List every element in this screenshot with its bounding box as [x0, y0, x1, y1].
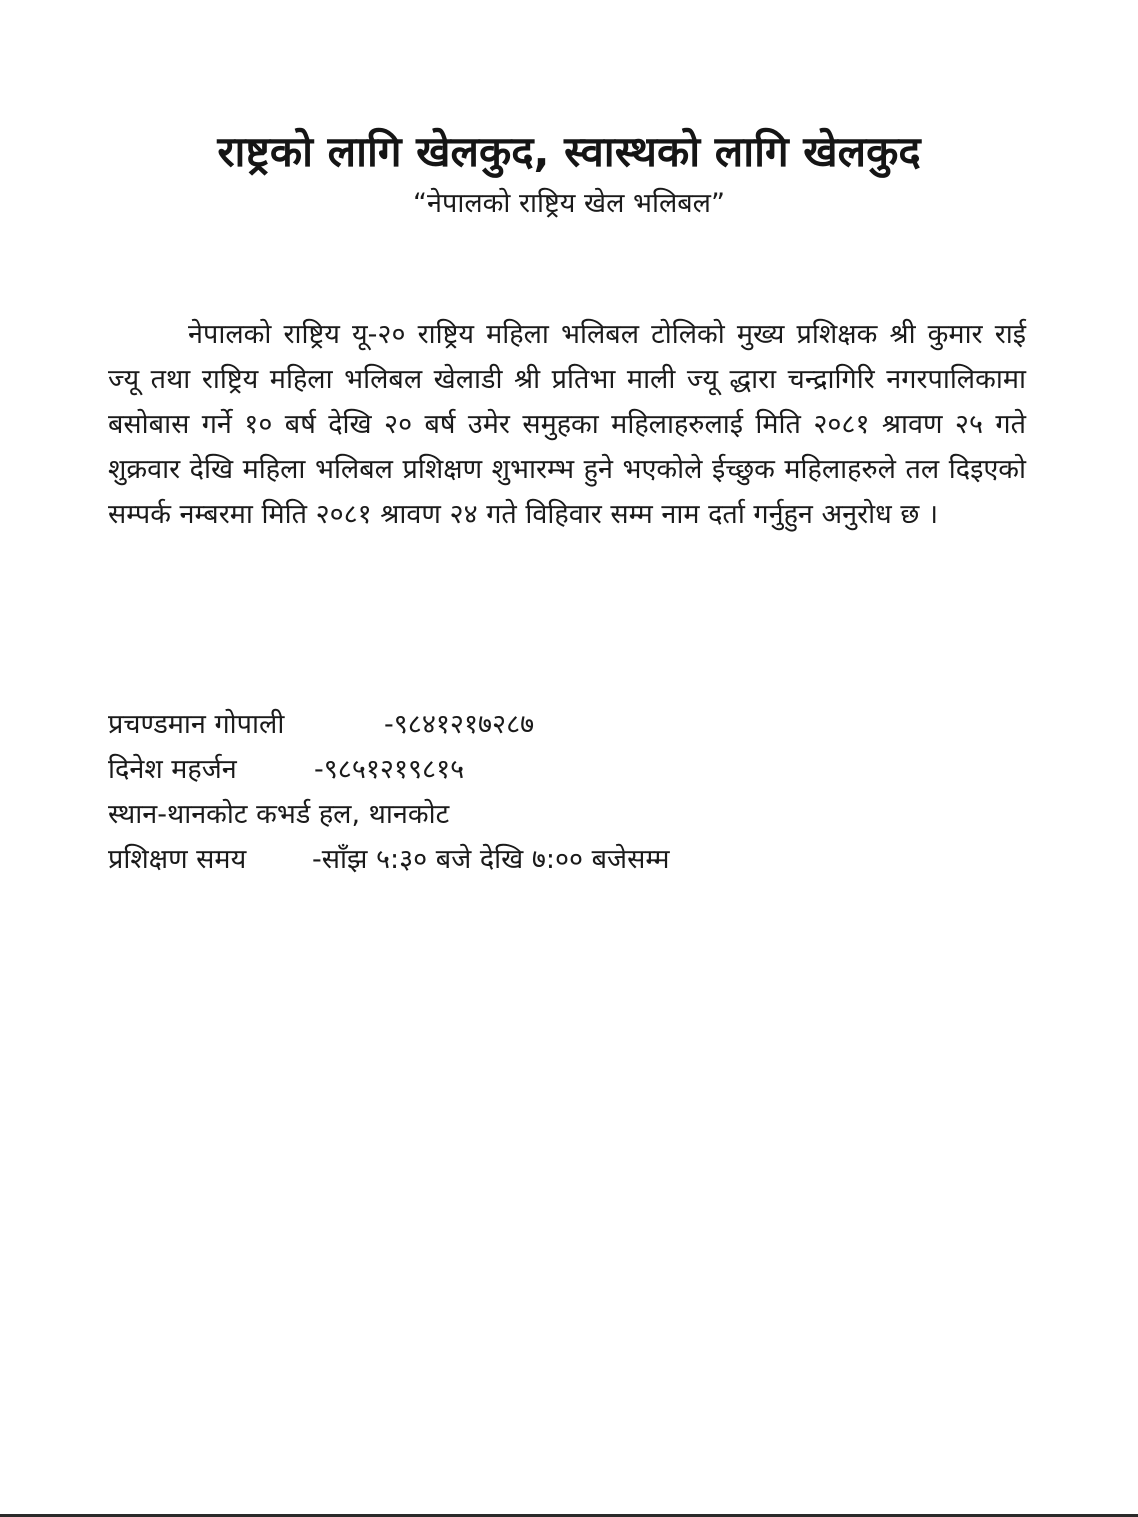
contact-phone: -९८४१२१७२८७ — [384, 709, 535, 740]
venue-label: स्थान — [108, 799, 158, 830]
venue-row — [108, 792, 908, 837]
training-time-value: -साँझ ५:३० बजे देखि ७:०० बजेसम्म — [312, 844, 670, 875]
contact-name: प्रचण्डमान गोपाली — [108, 709, 285, 740]
training-time-row — [108, 837, 908, 882]
contact-list — [108, 702, 908, 882]
notice-title: राष्ट्रको लागि खेलकुद, स्वास्थको लागि खेलकुद — [217, 127, 921, 176]
notice-subtitle: “नेपालको राष्ट्रिय खेल भलिबल” — [413, 188, 725, 219]
contact-name: दिनेश महर्जन — [108, 754, 237, 785]
notice-body: नेपालको राष्ट्रिय यू-२० राष्ट्रिय महिला भलिबल टोलिको मुख्य प्रशिक्षक श्री कुमार राई ज्यू तथा राष्ट्रिय महिला भलिबल खेलाडी श्री प्रतिभा माली ज्यू द्धारा चन्द्रागिरि नगरपालिकामा बसोबास गर्ने १० बर्ष देखि २० बर्ष उमेर समुहका महिलाहरुलाई मिति २०८१ श्रावण २५ गते शुक्रवार देखि महिला भलिबल प्रशिक्षण शुभारम्भ हुने भएकोले ईच्छुक महिलाहरुले तल दिइएको सम्पर्क नम्बरमा मिति २०८१ श्रावण २४ गते विहिवार सम्म नाम दर्ता गर्नुहुन अनुरोध छ । — [108, 319, 1026, 530]
contact-phone: -९८५१२१९८१५ — [314, 754, 465, 785]
training-time-label: प्रशिक्षण समय — [108, 844, 247, 875]
contact-row-prachanda — [108, 702, 908, 747]
venue-value: -थानकोट कभर्ड हल, थानकोट — [157, 799, 450, 830]
contact-row-dinesh — [108, 747, 908, 792]
